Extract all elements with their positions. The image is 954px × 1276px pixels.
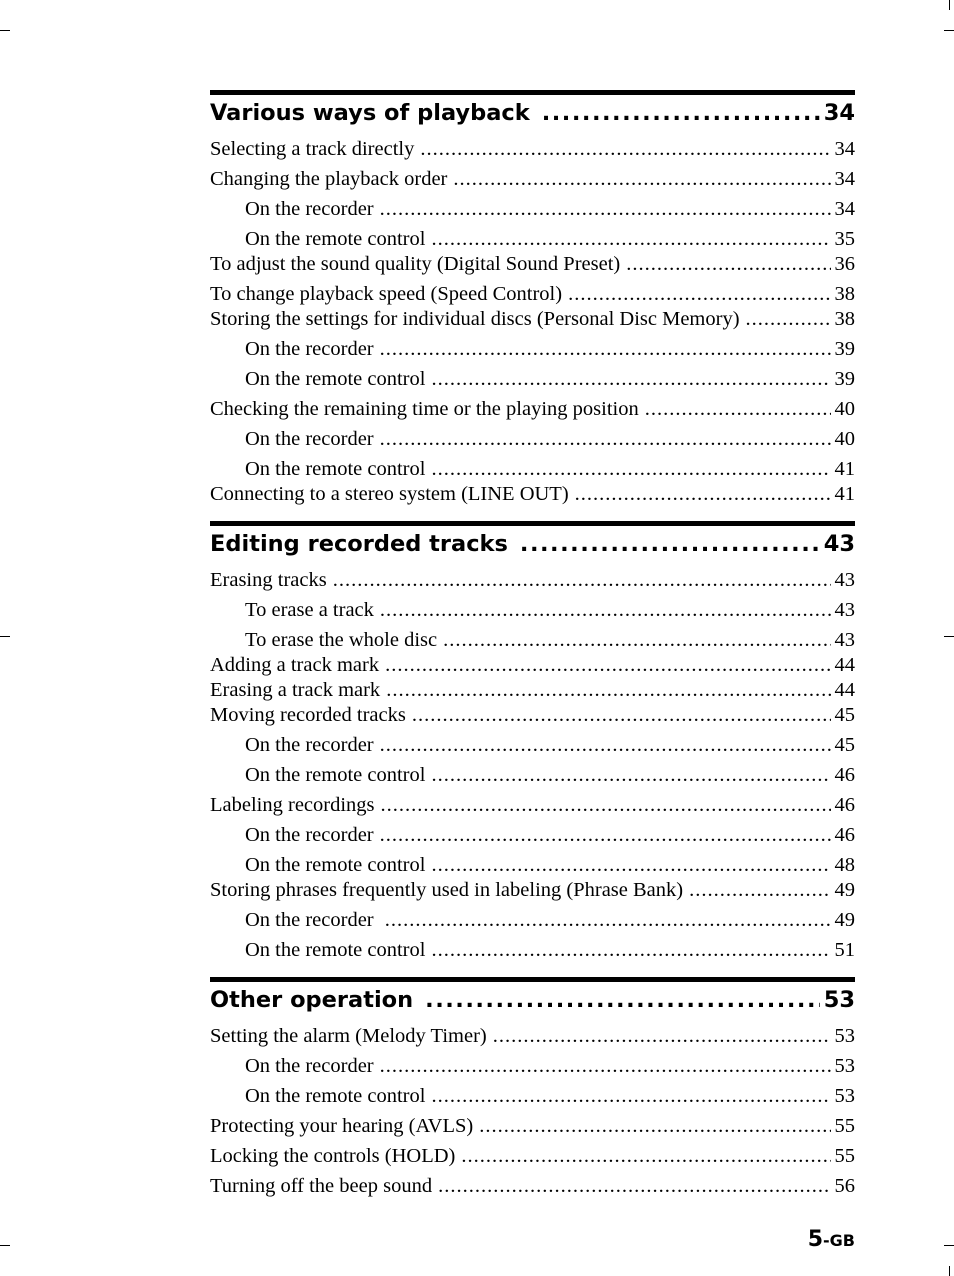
toc-entry-label: On the remote control (245, 228, 426, 250)
dot-leader (380, 427, 831, 452)
dot-leader (542, 100, 820, 126)
toc-entry-page: 45 (834, 734, 855, 756)
toc-entry-page: 39 (834, 368, 855, 390)
toc-entry-label: On the recorder (245, 198, 374, 220)
toc-entry-label: On the remote control (245, 854, 426, 876)
toc-entry[interactable] (210, 307, 855, 332)
toc-entry-page: 56 (834, 1175, 855, 1197)
toc-entry-label: Adding a track mark (210, 654, 380, 676)
toc-entry-page: 49 (834, 879, 855, 901)
toc-entry-label: Moving recorded tracks (210, 704, 406, 726)
dot-leader (431, 367, 830, 392)
dot-leader (431, 457, 830, 482)
toc-entry-label: To erase the whole disc (245, 629, 438, 651)
toc-entry-label: On the recorder (245, 1055, 374, 1077)
toc-entry-label: On the remote control (245, 1085, 426, 1107)
toc-entry-page: 53 (834, 1085, 855, 1107)
toc-subentry[interactable] (210, 1054, 855, 1079)
dot-leader (520, 531, 820, 557)
dot-leader (626, 252, 830, 277)
crop-mark-right-bottom (944, 1245, 954, 1246)
toc-entry-page: 43 (834, 569, 855, 591)
toc-entry-label: Erasing tracks (210, 569, 327, 591)
dot-leader (381, 793, 831, 818)
section-rule (210, 90, 855, 95)
toc-subentry[interactable] (210, 598, 855, 623)
dot-leader (333, 568, 831, 593)
toc-subentry[interactable] (210, 733, 855, 758)
toc-entry-label: Locking the controls (HOLD) (210, 1145, 456, 1167)
toc-subentry[interactable] (210, 938, 855, 963)
toc-entry-label: Storing the settings for individual discs (Personal Disc Memory) (210, 308, 740, 330)
toc-entry-label: On the recorder (245, 824, 374, 846)
toc-entry[interactable] (210, 282, 855, 307)
dot-leader (385, 908, 831, 933)
toc-entry-label: Checking the remaining time or the playing position (210, 398, 639, 420)
toc-entry[interactable] (210, 1024, 855, 1049)
toc-entry[interactable] (210, 137, 855, 162)
toc-entry-page: 55 (834, 1115, 855, 1137)
toc-entry-label: Storing phrases frequently used in labeling (Phrase Bank) (210, 879, 684, 901)
toc-entry-label: To change playback speed (Speed Control) (210, 283, 563, 305)
toc-entry[interactable] (210, 482, 855, 507)
dot-leader (380, 1054, 831, 1079)
toc-entry[interactable] (210, 878, 855, 903)
table-of-contents (210, 90, 855, 1213)
toc-entry-page: 44 (834, 654, 855, 676)
toc-subentry[interactable] (210, 197, 855, 222)
toc-entry-page: 38 (834, 308, 855, 330)
section-rule (210, 521, 855, 526)
dot-leader (645, 397, 831, 422)
dot-leader (380, 197, 831, 222)
section-heading-label: Various ways of playback (210, 100, 530, 126)
toc-entry-page: 51 (834, 939, 855, 961)
toc-entry-label: Connecting to a stereo system (LINE OUT) (210, 483, 569, 505)
toc-entry-page: 53 (834, 1055, 855, 1077)
toc-entry-page: 40 (834, 398, 855, 420)
page-number-suffix: -GB (823, 1231, 855, 1250)
toc-entry-page: 35 (834, 228, 855, 250)
toc-entry-page: 55 (834, 1145, 855, 1167)
toc-entry-page: 34 (834, 168, 855, 190)
toc-section (210, 977, 855, 1199)
toc-entry-page: 46 (834, 824, 855, 846)
toc-subentry[interactable] (210, 853, 855, 878)
dot-leader (746, 307, 831, 332)
toc-subentry[interactable] (210, 823, 855, 848)
toc-entry[interactable] (210, 252, 855, 277)
section-rule (210, 977, 855, 982)
toc-entry-label: On the remote control (245, 764, 426, 786)
dot-leader (689, 878, 830, 903)
section-heading[interactable] (210, 531, 855, 563)
toc-entry-label: Turning off the beep sound (210, 1175, 433, 1197)
dot-leader (575, 482, 831, 507)
section-heading-page: 34 (823, 100, 855, 126)
toc-entry[interactable] (210, 1174, 855, 1199)
toc-entry-page: 46 (834, 794, 855, 816)
toc-entry[interactable] (210, 793, 855, 818)
toc-entry-label: On the recorder (245, 428, 374, 450)
toc-entry-label: On the remote control (245, 368, 426, 390)
toc-subentry[interactable] (210, 337, 855, 362)
dot-leader (493, 1024, 831, 1049)
toc-entry[interactable] (210, 703, 855, 728)
dot-leader (461, 1144, 830, 1169)
toc-entry-label: Setting the alarm (Melody Timer) (210, 1025, 487, 1047)
dot-leader (568, 282, 830, 307)
toc-subentry[interactable] (210, 1084, 855, 1109)
toc-entry-page: 43 (834, 599, 855, 621)
toc-entry-page: 45 (834, 704, 855, 726)
dot-leader (431, 938, 830, 963)
dot-leader (385, 653, 830, 678)
section-heading-label: Editing recorded tracks (210, 531, 508, 557)
crop-mark-right-top (944, 30, 954, 31)
crop-mark-left-top (0, 30, 10, 31)
toc-entry-label: On the remote control (245, 458, 426, 480)
toc-entry-page: 46 (834, 764, 855, 786)
dot-leader (380, 823, 831, 848)
crop-mark-top (949, 0, 950, 10)
toc-entry-page: 34 (834, 138, 855, 160)
toc-entry-page: 44 (834, 679, 855, 701)
dot-leader (443, 628, 830, 653)
toc-entry-label: To adjust the sound quality (Digital Sound Preset) (210, 253, 621, 275)
crop-mark-left-middle (0, 636, 10, 637)
dot-leader (380, 733, 831, 758)
dot-leader (479, 1114, 830, 1139)
toc-section (210, 90, 855, 507)
toc-entry-page: 39 (834, 338, 855, 360)
toc-entry-label: On the remote control (245, 939, 426, 961)
section-heading-label: Other operation (210, 987, 414, 1013)
toc-subentry[interactable] (210, 367, 855, 392)
dot-leader (431, 227, 830, 252)
toc-subentry[interactable] (210, 628, 855, 653)
toc-entry-label: Selecting a track directly (210, 138, 415, 160)
toc-entry-label: Changing the playback order (210, 168, 448, 190)
crop-mark-left-bottom (0, 1245, 10, 1246)
toc-entry-label: Labeling recordings (210, 794, 375, 816)
toc-entry-label: On the recorder (245, 734, 374, 756)
toc-section (210, 521, 855, 963)
toc-entry[interactable] (210, 1144, 855, 1169)
toc-entry-page: 36 (834, 253, 855, 275)
dot-leader (438, 1174, 830, 1199)
dot-leader (431, 1084, 830, 1109)
toc-entry-label: On the recorder (245, 338, 374, 360)
section-heading[interactable] (210, 987, 855, 1019)
toc-entry-page: 53 (834, 1025, 855, 1047)
toc-subentry[interactable] (210, 227, 855, 252)
toc-entry-page: 43 (834, 629, 855, 651)
toc-subentry[interactable] (210, 427, 855, 452)
toc-entry-label: To erase a track (245, 599, 374, 621)
dot-leader (380, 337, 831, 362)
dot-leader (431, 763, 830, 788)
toc-entry-label: Protecting your hearing (AVLS) (210, 1115, 474, 1137)
toc-entry-page: 34 (834, 198, 855, 220)
dot-leader (425, 987, 820, 1013)
crop-mark-right-middle (944, 636, 954, 637)
toc-entry[interactable] (210, 678, 855, 703)
toc-entry[interactable] (210, 653, 855, 678)
section-heading[interactable] (210, 100, 855, 132)
toc-subentry[interactable] (210, 763, 855, 788)
toc-entry[interactable] (210, 568, 855, 593)
toc-entry-page: 41 (834, 483, 855, 505)
dot-leader (431, 853, 830, 878)
dot-leader (420, 137, 830, 162)
dot-leader (386, 678, 830, 703)
toc-entry-page: 40 (834, 428, 855, 450)
toc-subentry[interactable] (210, 457, 855, 482)
section-heading-page: 43 (823, 531, 855, 557)
toc-entry-page: 49 (834, 909, 855, 931)
toc-entry-label: On the recorder (245, 909, 379, 931)
toc-entry-page: 48 (834, 854, 855, 876)
toc-entry[interactable] (210, 397, 855, 422)
page-number-main: 5 (807, 1227, 824, 1252)
toc-entry[interactable] (210, 167, 855, 192)
toc-entry[interactable] (210, 1114, 855, 1139)
toc-entry-page: 38 (834, 283, 855, 305)
toc-entry-page: 41 (834, 458, 855, 480)
toc-subentry[interactable] (210, 908, 855, 933)
dot-leader (412, 703, 831, 728)
dot-leader (380, 598, 831, 623)
section-heading-page: 53 (823, 987, 855, 1013)
dot-leader (453, 167, 830, 192)
page-number (808, 1227, 855, 1252)
crop-mark-bottom (949, 1266, 950, 1276)
toc-entry-label: Erasing a track mark (210, 679, 381, 701)
